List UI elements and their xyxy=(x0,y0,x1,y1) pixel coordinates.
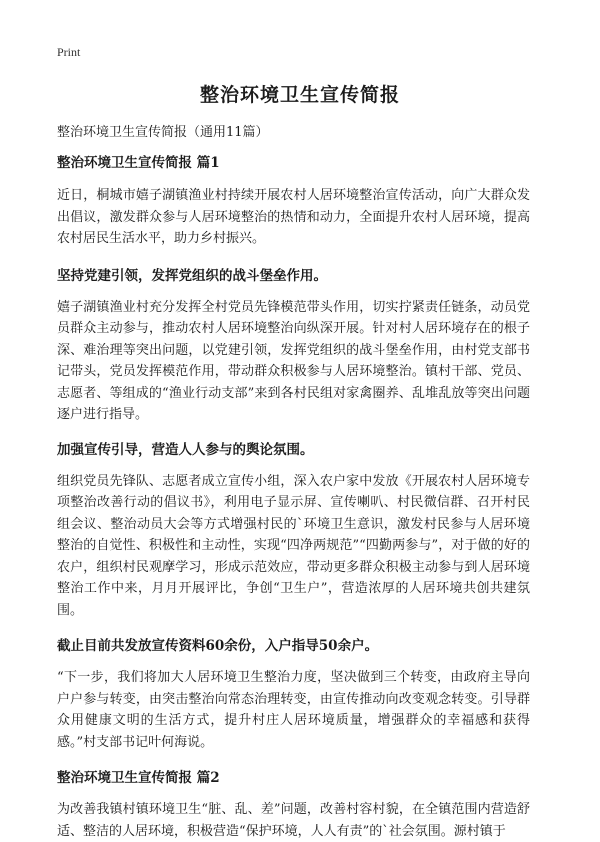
section-heading-1: 整治环境卫生宣传简报 篇1 xyxy=(57,155,220,171)
section-paragraph-2: 嬉子湖镇渔业村充分发挥全村党员先锋模范带头作用，切实拧紧责任链条，动员党员群众主动参与，推动农村人居环境整治向纵深开展。针对村人居环境存在的根子深、难治理等突出问题，以党建引领，发挥党组织的战斗堡垒作用，由村党支部书记带头，党员发挥模范作用，带动群众积极参与人居环境整治。镇村干部、党员、志愿者、等组成的“渔业行动支部”来到各村民组对家禽圈养、乱堆乱放等突出问题逐户进行指导。 xyxy=(57,299,530,422)
section-paragraph-1: 近日，桐城市嬉子湖镇渔业村持续开展农村人居环境整治宣传活动，向广大群众发出倡议，激发群众参与人居环境整治的热情和动力，全面提升农村人居环境，提高农村居民生活水平，助力乡村振兴。 xyxy=(57,188,530,246)
print-label[interactable]: Print xyxy=(57,45,81,59)
document-content xyxy=(57,147,530,842)
section-heading-4: 截止目前共发放宣传资料60余份，入户指导50余户。 xyxy=(57,638,379,654)
section-paragraph-4: “下一步，我们将加大人居环境卫生整治力度，坚决做到三个转变，由政府主导向户户参与转变，由突击整治向常态治理转变，由宣传推动向改变观念转变。引导群众用健康文明的生活方式，提升村庄人居环境质量，增强群众的幸福感和获得感。”村支部书记叶何海说。 xyxy=(57,670,530,750)
section-paragraph-3: 组织党员先锋队、志愿者成立宣传小组，深入农户家中发放《开展农村人居环境专项整治改善行动的倡议书》，利用电子显示屏、宣传喇叭、村民微信群、召开村民组会议、整治动员大会等方式增强村民的`环境卫生意识，激发村民参与人居环境整治的自觉性、积极性和主动性，实现“四净两规范”“四勤两参与”，对于做的好的农户，组织村民观摩学习，形成示范效应，带动更多群众积极主动参与到人居环境整治工作中来，月月开展评比，争创“卫生户”，营造浓厚的人居环境共创共建氛围。 xyxy=(57,473,530,618)
document-subtitle: 整治环境卫生宣传简报（通用11篇） xyxy=(57,125,269,140)
section-heading-2: 坚持党建引领，发挥党组织的战斗堡垒作用。 xyxy=(57,267,327,284)
section-paragraph-5: 为改善我镇村镇环境卫生“脏、乱、差”问题，改善村容村貌，在全镇范围内营造舒适、整洁的人居环境，积极营造“保护环境，人人有责”的`社会氛围。源村镇于 xyxy=(57,802,530,839)
section-heading-5: 整治环境卫生宣传简报 篇2 xyxy=(57,770,220,786)
section-heading-3: 加强宣传引导，营造人人参与的舆论氛围。 xyxy=(57,441,314,458)
page-title: 整治环境卫生宣传简报 xyxy=(199,84,400,106)
